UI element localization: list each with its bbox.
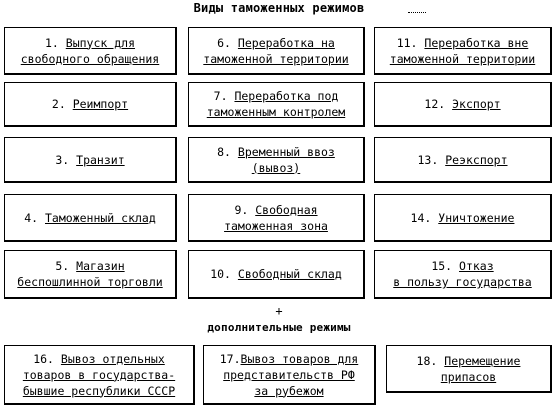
regime-box-13 [374, 137, 552, 183]
additional-label-17: 17.Вывоз товаров для представительств РФ за рубежом [219, 351, 359, 398]
regime-box-4 [4, 194, 177, 242]
additional-box-18 [386, 345, 552, 393]
dotted-mark [408, 12, 426, 13]
regime-box-6 [188, 27, 365, 75]
regime-label-10: 10. Свободный склад [210, 267, 342, 281]
regime-label-11: 11. Переработка вне таможенной территории [389, 35, 536, 66]
plus-sign: + [275, 304, 283, 318]
additional-label-18: 18. Перемещение припасов [416, 353, 521, 384]
regime-label-9: 9. Свободная таможенная зона [224, 202, 328, 233]
regime-box-2 [4, 82, 177, 127]
regime-label-8: 8. Временный ввоз (вывоз) [217, 144, 335, 175]
regime-box-9 [188, 194, 365, 242]
regime-label-4: 4. Таможенный склад [24, 210, 156, 225]
regime-label-14: 14. Уничтожение [410, 210, 515, 225]
diagram-title: Виды таможенных режимов [193, 1, 365, 15]
regime-box-7 [188, 82, 365, 127]
regime-label-13: 13. Реэкспорт [417, 152, 508, 167]
regime-label-6: 6. Переработка на таможенной территории [203, 35, 349, 66]
regime-box-14 [374, 194, 552, 242]
additional-box-17 [203, 345, 376, 405]
additional-regimes-heading: дополнительные режимы [207, 321, 351, 334]
regime-label-5: 5. Магазин беспошлинной торговли [17, 259, 163, 289]
regime-label-2: 2. Реимпорт [51, 97, 129, 111]
regime-box-1 [4, 27, 177, 75]
regime-label-7: 7. Переработка под таможенным контролем [206, 89, 346, 119]
regime-box-8 [188, 137, 365, 183]
regime-box-10 [188, 250, 365, 299]
regime-box-3 [4, 137, 177, 183]
additional-box-16 [4, 345, 195, 405]
additional-label-16: 16. Вывоз отдельных товаров в государства- бывшие республики СССР [22, 351, 176, 398]
regime-label-15: 15. Отказ в пользу государства [393, 259, 532, 289]
regime-label-3: 3. Транзит [55, 152, 125, 167]
regime-label-1: 1. Выпуск для свободного обращения [20, 35, 160, 66]
regime-box-12 [374, 82, 552, 127]
regime-label-12: 12. Экспорт [424, 97, 501, 111]
regime-box-15 [374, 250, 552, 299]
regime-box-5 [4, 250, 177, 299]
regime-box-11 [374, 27, 552, 75]
